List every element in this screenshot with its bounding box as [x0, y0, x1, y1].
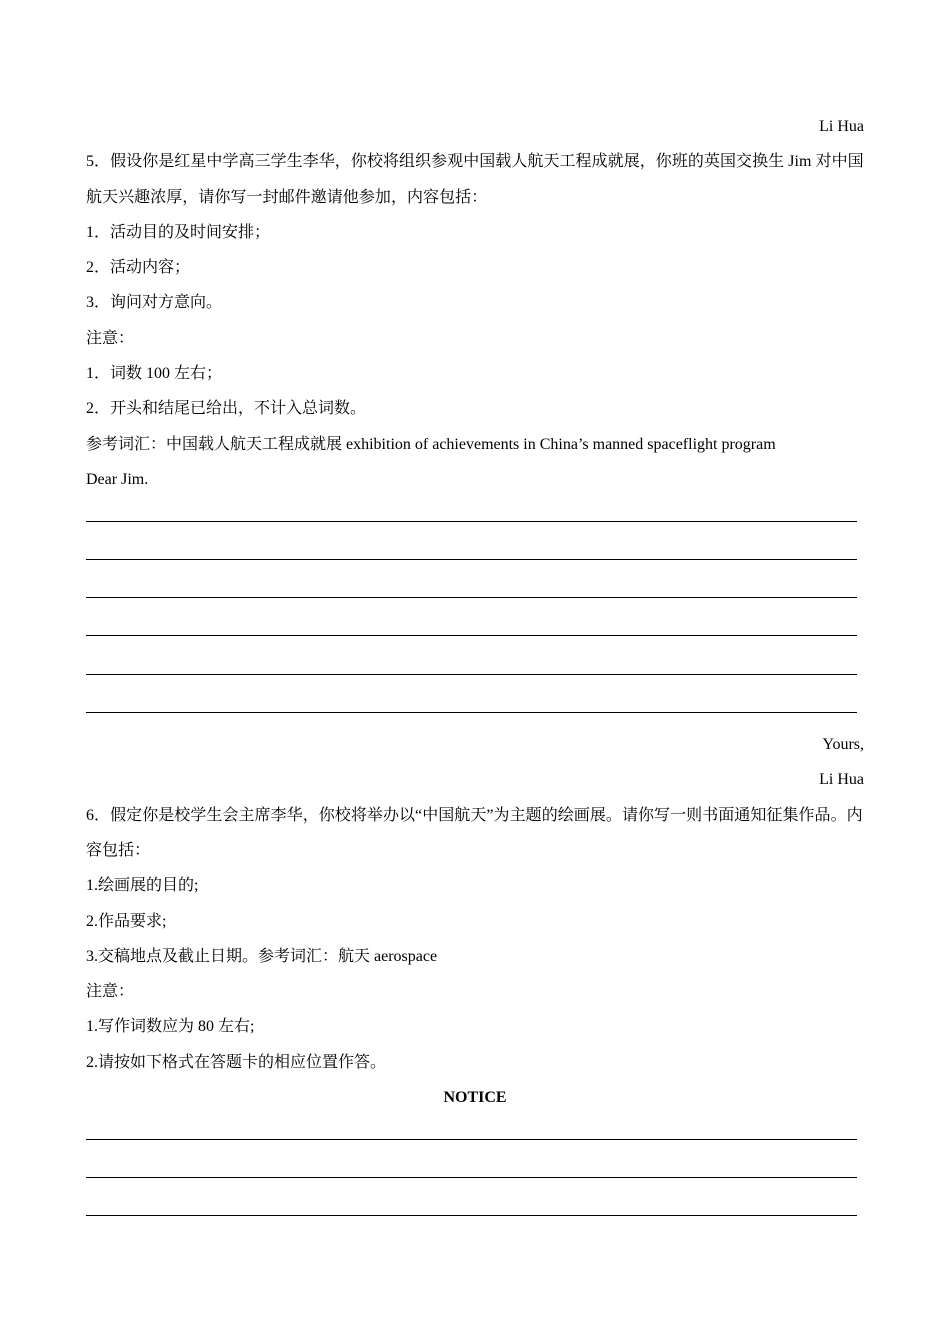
q5-vocab: 参考词汇：中国载人航天工程成就展 exhibition of achievements in China’s manned spaceflight program [86, 435, 776, 453]
q6-answer-area[interactable] [86, 1115, 864, 1230]
answer-line[interactable] [86, 650, 864, 688]
q5-answer-area[interactable] [86, 497, 864, 727]
q6-prompt: 6．假定你是校学生会主席李华，你校将举办以“中国航天”为主题的绘画展。请你写一则书面通知征集作品。内容包括： [86, 806, 863, 859]
q5-item-2: 2．活动内容； [86, 259, 191, 277]
q5-closing: Yours, [822, 736, 864, 754]
previous-signature: Li Hua [819, 118, 864, 135]
answer-line[interactable] [86, 536, 864, 574]
q5-salutation: Dear Jim. [86, 470, 149, 488]
q5-note-1: 1．词数 100 左右； [86, 365, 223, 383]
q6-notes-title: 注意： [86, 983, 135, 1001]
q5-notes-title: 注意： [86, 329, 135, 347]
answer-line[interactable] [86, 612, 864, 650]
q6-note-1: 1.写作词数应为 80 左右; [86, 1018, 255, 1036]
q5-note-2: 2．开头和结尾已给出，不计入总词数。 [86, 400, 367, 418]
question-5 [86, 144, 864, 797]
answer-line[interactable] [86, 1154, 864, 1192]
answer-line[interactable] [86, 497, 864, 535]
q6-item-1: 1.绘画展的目的; [86, 877, 199, 895]
q6-item-3: 3.交稿地点及截止日期。参考词汇：航天 aerospace [86, 947, 438, 965]
question-6 [86, 798, 864, 1231]
answer-line[interactable] [86, 689, 864, 727]
q5-item-3: 3．询问对方意向。 [86, 294, 223, 312]
q5-signature: Li Hua [819, 771, 864, 789]
worksheet-page [86, 109, 864, 1230]
answer-line[interactable] [86, 1115, 864, 1153]
q5-prompt: 5．假设你是红星中学高三学生李华，你校将组织参观中国载人航天工程成就展，你班的英国交换生 Jim 对中国航天兴趣浓厚，请你写一封邮件邀请他参加，内容包括： [86, 153, 864, 206]
q6-note-2: 2.请按如下格式在答题卡的相应位置作答。 [86, 1053, 387, 1071]
q5-item-1: 1．活动目的及时间安排； [86, 223, 271, 241]
answer-line[interactable] [86, 1192, 864, 1230]
answer-line[interactable] [86, 574, 864, 612]
notice-title: NOTICE [443, 1089, 507, 1107]
q6-item-2: 2.作品要求; [86, 912, 167, 930]
